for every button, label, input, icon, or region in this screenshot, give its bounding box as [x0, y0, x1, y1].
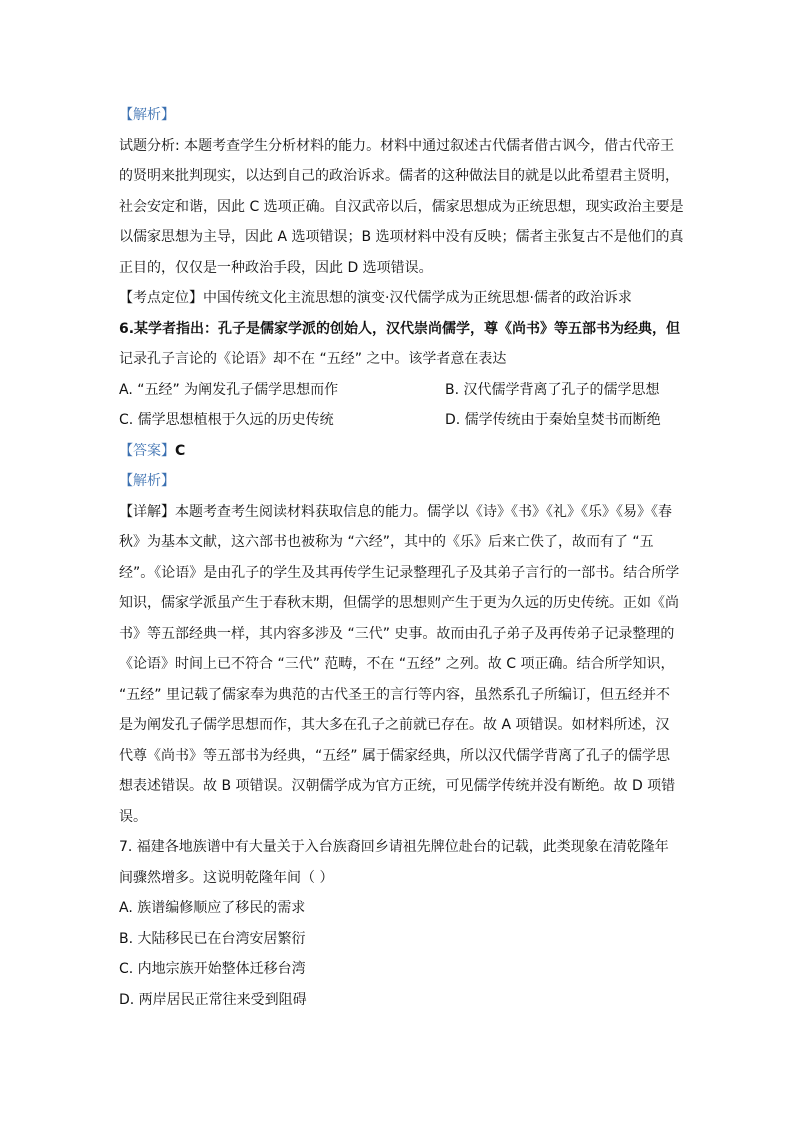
q7-stem-line: 7. 福建各地族谱中有大量关于入台族裔回乡请祖先牌位赴台的记载，此类现象在清乾隆年: [119, 839, 669, 855]
q6-analysis-label: 【解析】: [119, 473, 175, 489]
q6-options-row: [119, 405, 675, 436]
q6-detail-line: 误。: [119, 808, 147, 825]
q6-stem-line: 6.某学者指出：孔子是儒家学派的创始人，汉代崇尚儒学，尊《尚书》等五部书为经典，但: [119, 320, 681, 337]
q6-detail-line: 知识，儒家学派虽产生于春秋末期，但儒学的思想则产生于更为久远的历史传统。正如《尚: [119, 595, 679, 611]
q6-option-d: D. 儒学传统由于秦始皇焚书而断绝: [445, 412, 661, 428]
q6-detail-line: 想表述错误。故 B 项错误。汉朝儒学成为官方正统，可见儒学传统并没有断绝。故 D 项错: [119, 778, 676, 794]
q5-analysis-line: 的贤明来批判现实，以达到自己的政治诉求。儒者的这种做法目的就是以此希望君主贤明，: [119, 168, 679, 184]
q6-detail-line: 是为阐发孔子儒学思想而作，其大多在孔子之前就已存在。故 A 项错误。如材料所述，汉: [119, 717, 670, 733]
q6-detail-line: “五经” 里记载了儒家奉为典范的古代圣王的言行等内容，虽然系孔子所编订，但五经并不: [119, 686, 670, 703]
q7-stem-line: 间骤然增多。这说明乾隆年间（ ）: [119, 869, 334, 886]
q6-answer: [119, 436, 675, 467]
q6-stem-line: 记录孔子言论的《论语》却不在 “五经” 之中。该学者意在表达: [119, 351, 507, 367]
q6-detail-line: 代尊《尚书》等五部书为经典，“五经” 属于儒家经典，所以汉代儒学背离了孔子的儒学思: [119, 747, 670, 764]
q6-answer-label: 【答案】: [119, 442, 175, 459]
q6-detail-line: 【详解】本题考查考生阅读材料获取信息的能力。儒学以《诗》《书》《礼》《乐》《易》《春: [119, 503, 672, 520]
q5-kaodian: 【考点定位】中国传统文化主流思想的演变·汉代儒学成为正统思想·儒者的政治诉求: [119, 290, 632, 306]
q6-options-row: [119, 375, 675, 406]
q6-detail-line: 《论语》时间上已不符合 “三代” 范畴，不在 “五经” 之列。故 C 项正确。结合所学知识，: [119, 656, 675, 672]
q6-option-c: C. 儒学思想植根于久远的历史传统: [119, 412, 334, 428]
q7-option-a: A. 族谱编修顺应了移民的需求: [119, 900, 306, 916]
q5-analysis-line: 以儒家思想为主导，因此 A 选项错误；B 选项材料中没有反映；儒者主张复古不是他们的真: [119, 229, 684, 245]
q5-analysis-line: 试题分析: 本题考查学生分析材料的能力。材料中通过叙述古代儒者借古讽今，借古代帝王: [119, 137, 675, 154]
q5-analysis-line: 正目的，仅仅是一种政治手段，因此 D 选项错误。: [119, 259, 433, 276]
q7-option-c: C. 内地宗族开始整体迁移台湾: [119, 961, 306, 977]
q7-option-b: B. 大陆移民已在台湾安居繁衍: [119, 930, 306, 947]
q6-detail-line: 秋》为基本文献，这六部书也被称为 “六经”，其中的《乐》后来亡佚了，故而有了 “五: [119, 534, 654, 550]
q6-detail-line: 经”。《论语》是由孔子的学生及其再传学生记录整理孔子及其弟子言行的一部书。结合所学: [119, 564, 680, 581]
q6-option-b: B. 汉代儒学背离了孔子的儒学思想: [445, 381, 660, 398]
q5-analysis-line: 社会安定和谐，因此 C 选项正确。自汉武帝以后，儒家思想成为正统思想，现实政治主要是: [119, 198, 684, 215]
q5-analysis-label: 【解析】: [119, 107, 175, 123]
q7-option-d: D. 两岸居民正常往来受到阻碍: [119, 991, 307, 1008]
document-page: [119, 100, 684, 1015]
q6-detail-line: 书》等五部经典一样，其内容多涉及 “三代” 史事。故而由孔子弟子及再传弟子记录整理的: [119, 625, 675, 642]
q6-answer-value: C: [175, 442, 186, 459]
q6-option-a: A. “五经” 为阐发孔子儒学思想而作: [119, 381, 339, 398]
